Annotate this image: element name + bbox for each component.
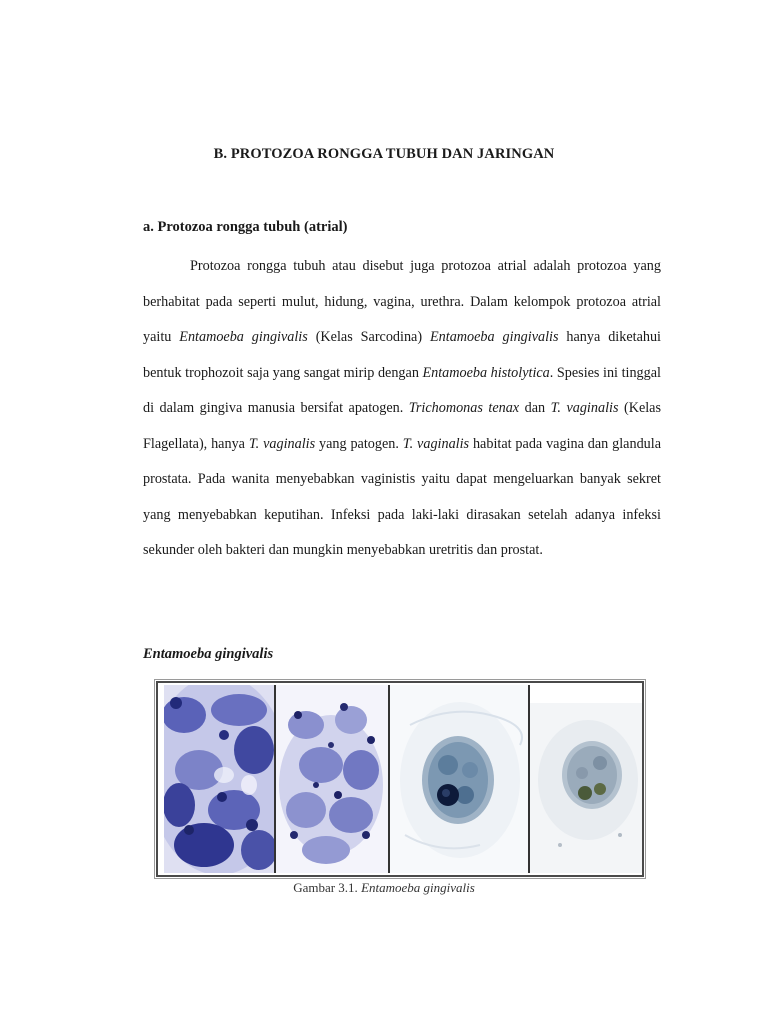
- micrograph-3: [388, 685, 530, 873]
- micrograph-2: [274, 685, 390, 873]
- section-heading: B. PROTOZOA RONGGA TUBUH DAN JARINGAN: [213, 146, 555, 162]
- text-run: hanya diketahui bentuk trophozoit saja yang sangat mirip dengan: [143, 329, 661, 381]
- text-run: habitat pada vagina dan glandula prostata. Pada wanita menyebabkan vaginistis yaitu dapat mengeluarkan banyak sekret yang menyebabkan keputihan. Infeksi pada laki-laki dirasakan setelah adanya infeksi sekunder oleh bakteri dan mungkin menyebabkan uretritis dan prostat.: [143, 435, 661, 558]
- text-run: (Kelas Sarcodina): [307, 329, 430, 345]
- caption-species: Entamoeba gingivalis: [361, 880, 475, 895]
- species-name: Entamoeba gingivalis: [430, 329, 559, 345]
- caption-prefix: Gambar 3.1.: [293, 880, 362, 895]
- micrograph-1: [164, 685, 274, 873]
- text-run: Protozoa rongga tubuh atau disebut juga protozoa atrial adalah protozoa yang berhabitat pada seperti mulut, hidung, vagina, urethra. Dalam kelompok protozoa atrial yaitu: [143, 258, 661, 345]
- figure-frame: [156, 681, 644, 877]
- micrograph-4: [528, 685, 642, 873]
- subsection-heading: a. Protozoa rongga tubuh (atrial): [143, 219, 348, 235]
- text-run: . Spesies ini tinggal di dalam gingiva manusia bersifat apatogen.: [143, 364, 661, 416]
- species-name: Entamoeba histolytica: [422, 364, 550, 381]
- text-run: dan: [519, 400, 551, 416]
- species-name: T. vaginalis: [402, 435, 470, 452]
- species-name: Entamoeba gingivalis: [179, 329, 308, 345]
- species-name: T. vaginalis: [248, 435, 316, 452]
- figure-caption: [0, 880, 768, 896]
- species-name: Trichomonas tenax: [408, 400, 520, 416]
- species-name: T. vaginalis: [550, 400, 619, 416]
- figure-title: Entamoeba gingivalis: [143, 646, 274, 662]
- text-run: (Kelas Flagellata), hanya: [143, 400, 662, 452]
- body-paragraph: [143, 249, 661, 569]
- text-run: yang patogen.: [315, 435, 403, 452]
